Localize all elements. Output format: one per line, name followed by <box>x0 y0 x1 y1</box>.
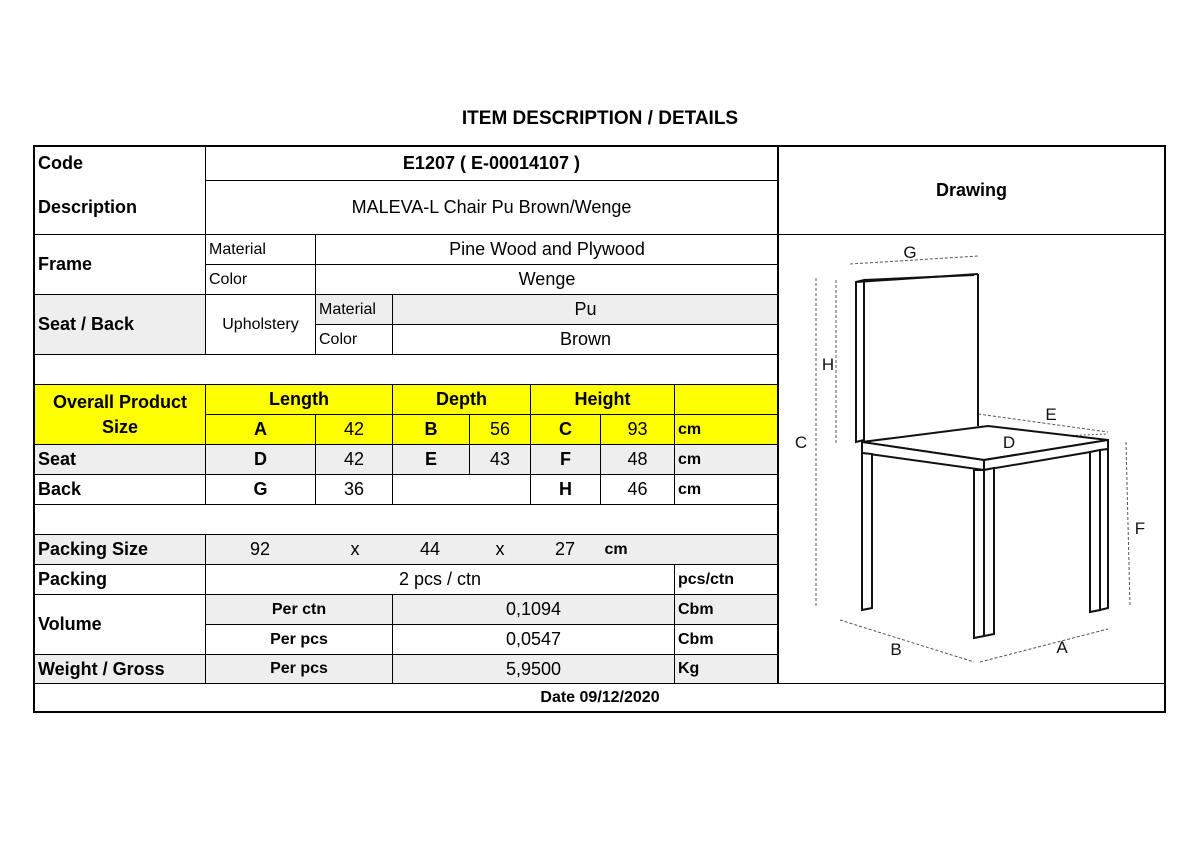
drawing-header: Drawing <box>935 180 1007 200</box>
weight-unit: Kg <box>678 660 700 677</box>
overall-b-label: B <box>424 419 438 439</box>
seat-unit: cm <box>678 450 702 468</box>
overall-size-label: Overall Product Size <box>52 391 188 437</box>
packing-unit: pcs/ctn <box>678 570 735 588</box>
back-g-value: 36 <box>343 479 365 499</box>
packing-label: Packing <box>38 569 108 589</box>
seat-back-color-label: Color <box>319 330 358 348</box>
length-header: Length <box>269 389 329 409</box>
chair-dimension-drawing <box>778 234 1166 682</box>
frame-color-value: Wenge <box>518 269 576 289</box>
description-label: Description <box>38 197 138 217</box>
seat-d-value: 42 <box>343 449 365 469</box>
frame-label: Frame <box>38 254 93 274</box>
volume-per-pcs-unit: Cbm <box>678 630 714 648</box>
packing-size-label: Packing Size <box>38 539 149 559</box>
packing-size-length: 92 <box>249 539 271 559</box>
description-value: MALEVA-L Chair Pu Brown/Wenge <box>351 197 632 217</box>
frame-color-label: Color <box>209 270 248 288</box>
frame-material-label: Material <box>209 240 266 258</box>
volume-label: Volume <box>38 614 102 634</box>
seat-e-value: 43 <box>489 449 511 469</box>
back-unit: cm <box>678 480 702 498</box>
dim-label-g: G <box>903 243 917 262</box>
overall-unit: cm <box>678 420 702 438</box>
packing-size-height: 27 <box>554 539 576 559</box>
back-g-label: G <box>253 479 268 499</box>
packing-size-width: 44 <box>419 539 441 559</box>
depth-header: Depth <box>436 389 487 409</box>
volume-per-pcs-label: Per pcs <box>270 630 328 648</box>
dim-label-f: F <box>1134 519 1146 538</box>
upholstery-label: Upholstery <box>222 315 299 333</box>
packing-size-x1: x <box>350 539 360 559</box>
seat-d-label: D <box>254 449 267 469</box>
overall-c-value: 93 <box>627 419 648 439</box>
frame-material-value: Pine Wood and Plywood <box>449 239 645 259</box>
dim-label-c: C <box>794 433 808 452</box>
overall-a-label: A <box>254 419 267 439</box>
code-value: E1207 ( E-00014107 ) <box>402 153 581 173</box>
dim-label-h: H <box>821 355 835 374</box>
overall-a-value: 42 <box>343 419 365 439</box>
overall-c-label: C <box>559 419 572 439</box>
seat-e-label: E <box>424 449 437 469</box>
seat-back-color-value: Brown <box>559 329 612 349</box>
dim-label-a: A <box>1056 638 1068 657</box>
back-h-value: 46 <box>627 479 648 499</box>
date-footer: Date 09/12/2020 <box>540 688 660 706</box>
seat-label: Seat <box>38 449 77 469</box>
weight-per-label: Per pcs <box>270 660 328 677</box>
volume-per-ctn-unit: Cbm <box>678 600 714 618</box>
packing-size-unit: cm <box>604 540 628 558</box>
seat-back-label: Seat / Back <box>38 314 135 334</box>
weight-label: Weight / Gross <box>38 658 165 679</box>
volume-per-ctn-value: 0,1094 <box>505 599 562 619</box>
seat-back-material-value: Pu <box>574 299 597 319</box>
code-label: Code <box>38 153 83 173</box>
dim-label-b: B <box>890 640 902 659</box>
volume-per-ctn-label: Per ctn <box>271 600 327 618</box>
dim-label-e: E <box>1045 405 1057 424</box>
seat-f-label: F <box>560 449 571 469</box>
packing-size-x2: x <box>495 539 505 559</box>
document-title: ITEM DESCRIPTION / DETAILS <box>461 108 739 129</box>
volume-per-pcs-value: 0,0547 <box>505 629 562 649</box>
back-label: Back <box>38 479 82 499</box>
seat-f-value: 48 <box>627 449 648 469</box>
height-header: Height <box>574 389 631 409</box>
back-h-label: H <box>559 479 572 499</box>
dim-label-d: D <box>1002 433 1016 452</box>
packing-value: 2 pcs / ctn <box>398 569 482 589</box>
weight-value: 5,9500 <box>505 658 562 679</box>
seat-back-material-label: Material <box>319 300 376 318</box>
overall-b-value: 56 <box>489 419 511 439</box>
